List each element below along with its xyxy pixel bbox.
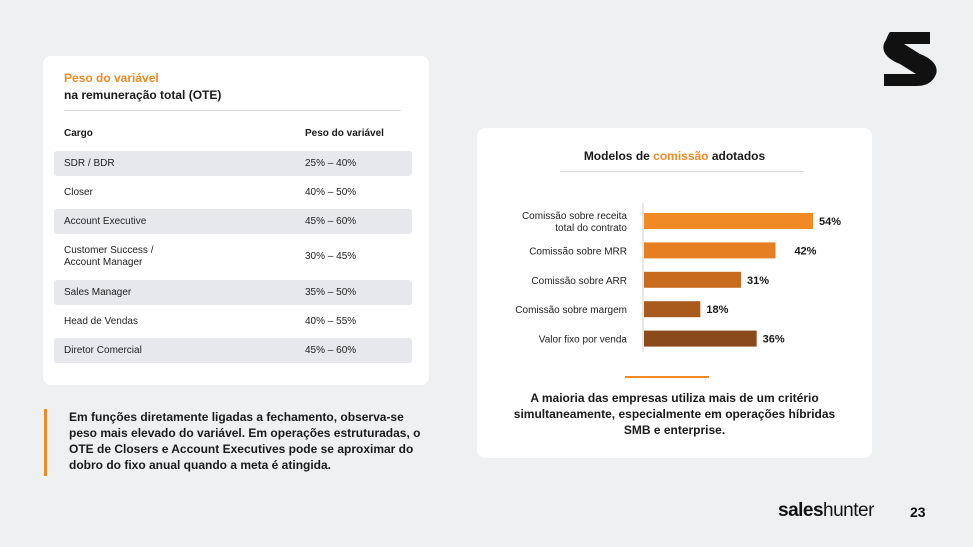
cell-cargo: Closer [64,186,93,198]
quote-accent-bar [44,409,47,476]
value-label: 18% [706,304,729,317]
cell-cargo: Head de Vendas [64,315,138,327]
cell-cargo: SDR / BDR [64,157,115,169]
cell-cargo: Account Executive [64,215,147,227]
category-label: Comissão sobre ARR [531,275,627,287]
cell-peso: 40% – 55% [305,315,357,327]
table-title-accent: Peso do variável [64,71,159,85]
cell-peso: 35% – 50% [305,286,357,298]
category-label: Comissão sobre receita total do contrato [521,211,627,234]
category-label: Valor fixo por venda [538,334,627,346]
column-header-cargo: Cargo [64,128,93,139]
table-row [54,151,412,176]
value-label: 42% [794,245,817,258]
column-header-peso: Peso do variável [305,128,384,139]
table-row [54,209,412,234]
category-label: Comissão sobre MRR [529,246,627,258]
chart-bar [644,242,775,258]
chart-bar [644,213,813,229]
brand-bold: sales [778,500,824,521]
table-row [54,338,412,363]
value-label: 54% [819,216,842,228]
brand-wordmark [778,500,874,522]
quote-text: Em funções diretamente ligadas a fechamento, observa-se peso mais elevado do variável. Em operações estruturadas, o OTE de Closers e Account Executives pode se aproximar do dobro do fixo anual quando a meta é atingida. [69,410,421,472]
table-title: na remuneração total (OTE) [64,88,222,102]
value-label: 36% [762,333,785,346]
chart-title-accent: comissão [653,149,709,163]
chart-bar [644,331,757,347]
chart-footnote: A maioria das empresas utiliza mais de um critério simultaneamente, especialmente em operações híbridas SMB e enterprise. [513,391,836,437]
bar-chart [477,128,872,373]
cell-cargo: Diretor Comercial [64,344,142,356]
chart-title-part: Modelos de [583,149,654,163]
salesforce-hunter-logo-icon [880,30,942,88]
cell-cargo: Customer Success / Account Manager [64,245,154,268]
commission-chart-card [477,128,872,458]
cell-peso: 40% – 50% [305,186,357,198]
chart-separator [625,376,709,378]
value-label: 31% [747,274,770,287]
brand-light: hunter [823,500,874,521]
chart-title-part: adotados [708,149,766,163]
cell-peso: 30% – 45% [305,251,357,262]
table-row [54,180,412,205]
table-row [54,280,412,305]
category-label: Comissão sobre margem [515,305,627,317]
cell-peso: 45% – 60% [305,344,357,356]
cell-cargo: Sales Manager [64,286,132,298]
title-divider [64,110,401,111]
table-row [54,309,412,334]
ote-table-card [43,56,429,385]
cell-peso: 45% – 60% [305,215,357,227]
chart-bar [644,301,700,317]
page-number: 23 [910,504,926,520]
cell-peso: 25% – 40% [305,157,357,169]
table-row [54,239,412,275]
chart-bar [644,272,741,288]
